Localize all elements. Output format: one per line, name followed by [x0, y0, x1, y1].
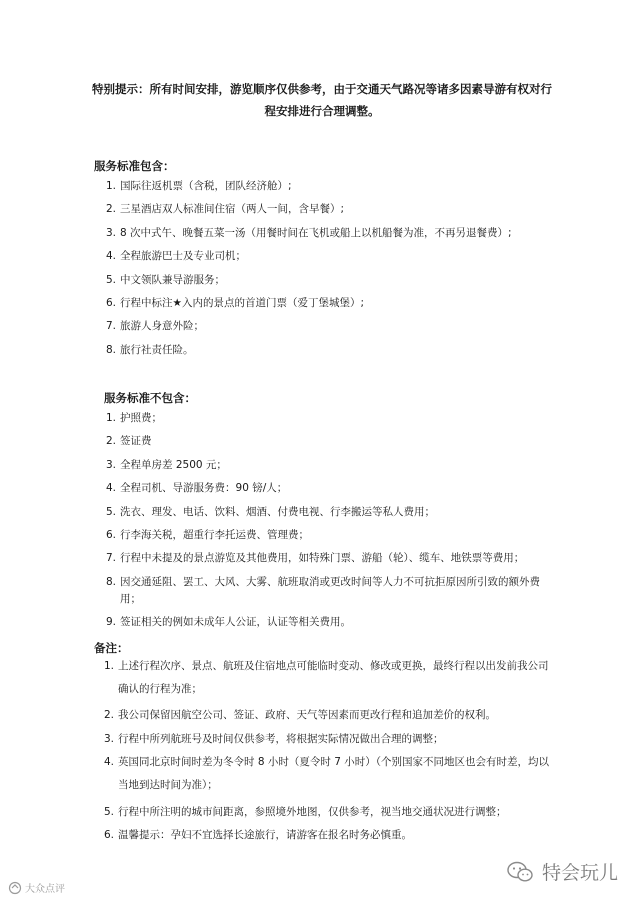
item-number: 7. — [106, 552, 117, 565]
item-number: 1. — [104, 660, 115, 672]
item-number: 8. — [106, 343, 117, 356]
excluded-item — [106, 410, 546, 427]
item-text: 8 次中式午、晚餐五菜一汤（用餐时间在飞机或船上以机船餐为准，不再另退餐费）; — [120, 226, 512, 239]
item-text: 因交通延阻、罢工、大风、大雾、航班取消或更改时间等人力不可抗拒原因所引致的额外费用； — [120, 575, 541, 605]
remarks-item — [104, 804, 550, 821]
remarks-item — [104, 754, 550, 797]
item-number: 4. — [106, 482, 117, 495]
item-text: 我公司保留因航空公司、签证、政府、天气等因素而更改行程和追加差价的权利。 — [118, 709, 497, 722]
excluded-item — [106, 550, 546, 567]
included-item — [106, 342, 546, 359]
excluded-item — [106, 457, 546, 474]
item-number: 5. — [104, 805, 115, 818]
item-number: 4. — [106, 250, 117, 263]
item-number: 1. — [106, 180, 117, 192]
item-number: 1. — [106, 412, 117, 424]
special-notice: 特别提示：所有时间安排，游览顺序仅供参考，由于交通天气路况等诸多因素导游有权对行程安排进行合理调整。 — [92, 82, 552, 118]
included-item — [106, 178, 546, 195]
item-text: 签证相关的例如未成年人公证，认证等相关费用。 — [120, 616, 352, 629]
item-text: 上述行程次序、景点、航班及住宿地点可能临时变动、修改或更换，最终行程以出发前我公司确认的行程为准； — [118, 660, 549, 695]
excluded-item — [106, 433, 546, 450]
item-number: 6. — [106, 528, 117, 541]
excluded-item — [106, 480, 546, 497]
item-text: 全程旅游巴士及专业司机； — [120, 250, 247, 263]
included-item — [106, 272, 546, 289]
excluded-title: 服务标准不包含： — [104, 391, 196, 405]
included-item — [106, 318, 546, 335]
excluded-list — [106, 410, 546, 638]
item-number: 3. — [106, 458, 117, 471]
item-text: 三星酒店双人标准间住宿（两人一间，含早餐）; — [120, 203, 345, 216]
item-number: 7. — [106, 320, 117, 333]
item-number: 2. — [104, 709, 115, 722]
item-text: 旅行社责任险。 — [120, 343, 194, 356]
item-number: 2. — [106, 203, 117, 216]
item-text: 旅游人身意外险； — [120, 320, 205, 333]
excluded-item — [106, 614, 546, 631]
item-number: 4. — [104, 756, 115, 769]
item-number: 5. — [106, 505, 117, 518]
item-text: 行程中标注★入内的景点的首道门票（爱丁堡城堡）; — [120, 296, 364, 309]
item-text: 温馨提示：孕妇不宜选择长途旅行，请游客在报名时务必慎重。 — [118, 828, 413, 841]
remarks-item — [104, 731, 550, 748]
included-item — [106, 225, 546, 242]
watermark-right-text: 特会玩儿 — [541, 862, 618, 884]
item-text: 全程司机、导游服务费：90 镑/人； — [120, 482, 288, 495]
item-text: 中文领队兼导游服务； — [120, 273, 226, 286]
included-title: 服务标准包含： — [94, 159, 175, 173]
item-text: 行程中所列航班号及时间仅供参考，将根据实际情况做出合理的调整； — [118, 732, 444, 745]
item-text: 全程单房差 2500 元； — [120, 458, 227, 471]
item-text: 行程中未提及的景点游览及其他费用，如特殊门票、游船（轮）、缆车、地铁票等费用； — [120, 552, 525, 565]
item-text: 国际往返机票（含税，团队经济舱）; — [120, 180, 292, 192]
included-item — [106, 201, 546, 218]
remarks-item — [104, 658, 550, 701]
remarks-title: 备注： — [94, 641, 129, 655]
item-number: 9. — [106, 616, 117, 629]
excluded-item — [106, 504, 546, 521]
watermark-right — [506, 858, 618, 885]
watermark-left — [8, 880, 65, 895]
item-text: 洗衣、理发、电话、饮料、烟酒、付费电视、行李搬运等私人费用； — [120, 505, 436, 518]
remarks-list — [104, 658, 550, 850]
item-number: 3. — [106, 226, 117, 239]
remarks-item — [104, 707, 550, 724]
item-number: 2. — [106, 435, 117, 448]
item-text: 英国同北京时间时差为冬令时 8 小时（夏令时 7 小时）（个别国家不同地区也会有时差，均以当地到达时间为准）； — [118, 756, 549, 792]
excluded-item — [106, 574, 546, 608]
included-item — [106, 248, 546, 265]
excluded-item — [106, 527, 546, 544]
item-number: 6. — [106, 296, 117, 309]
item-text: 行李海关税，超重行李托运费、管理费； — [120, 528, 310, 541]
item-number: 3. — [104, 732, 115, 745]
wechat-logo-icon — [506, 860, 534, 884]
item-number: 5. — [106, 273, 117, 286]
item-number: 8. — [106, 575, 117, 588]
watermark-left-text: 大众点评 — [25, 884, 65, 895]
included-list — [106, 178, 546, 365]
item-text: 行程中所注明的城市间距离，参照境外地图，仅供参考，视当地交通状况进行调整； — [118, 805, 507, 818]
dianping-logo-icon — [8, 881, 22, 895]
item-text: 签证费 — [120, 435, 152, 448]
item-number: 6. — [104, 828, 115, 841]
included-item — [106, 295, 546, 312]
item-text: 护照费； — [120, 412, 163, 424]
remarks-item — [104, 827, 550, 844]
